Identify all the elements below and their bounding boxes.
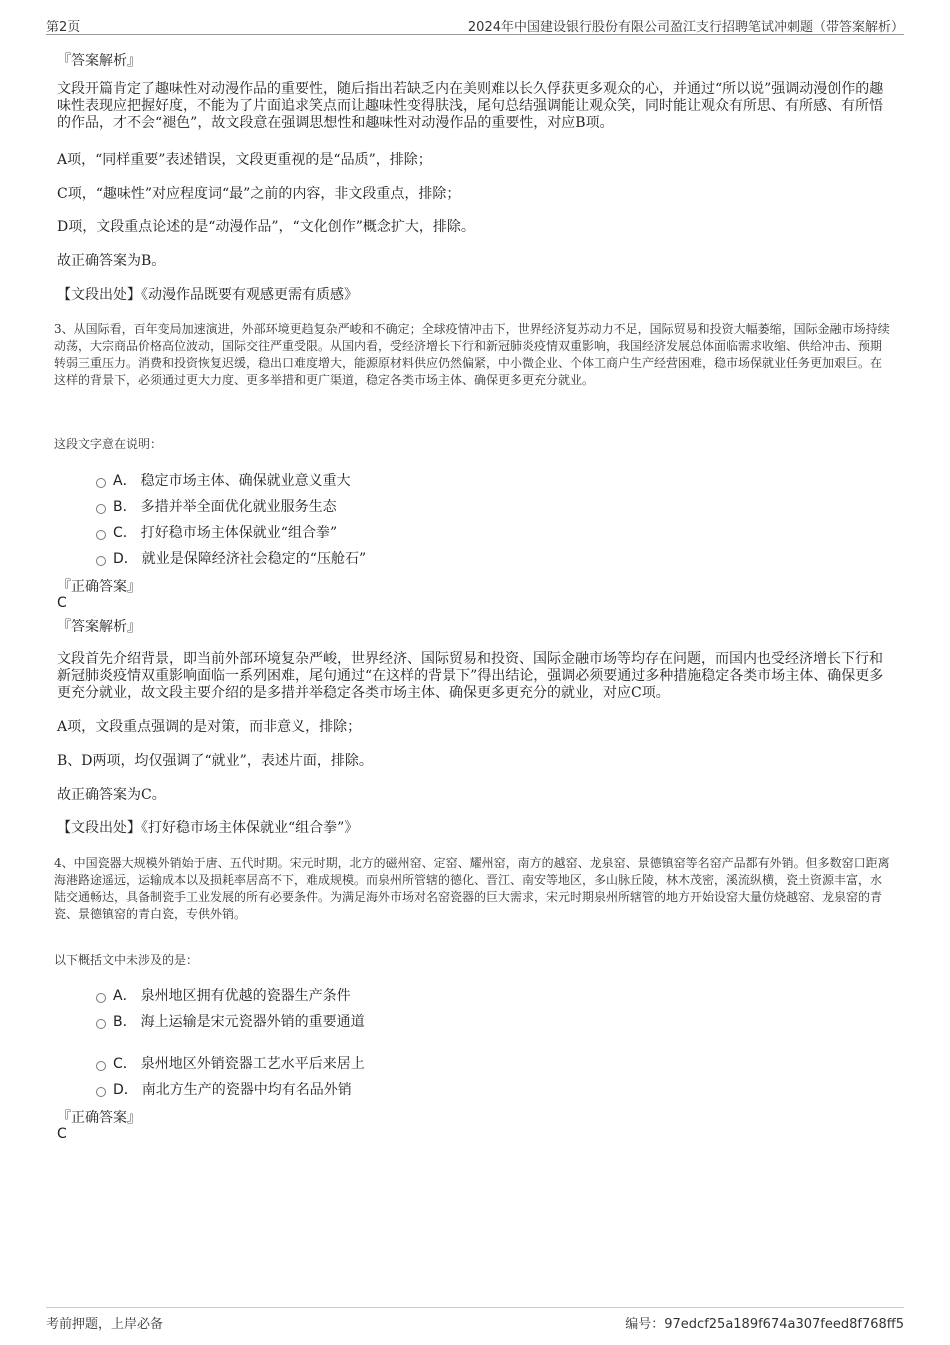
source-line: 【文段出处】《动漫作品既要有观感更需有质感》	[57, 287, 358, 303]
radio-icon[interactable]	[96, 504, 106, 514]
page-header	[46, 14, 904, 35]
answer-label: 『正确答案』	[57, 579, 141, 595]
analysis-paragraph: 文段开篇肯定了趣味性对动漫作品的重要性，随后指出若缺乏内在美则难以长久俘获更多观众的心，并通过“所以说”强调动漫创作的趣味性表现应把握好度，不能为了片面追求笑点而让趣味性变得肤浅，尾句总结强调能让观众笑，同时能让观众有所思、有所感、有所悟的作品，才不会“褪色”，故文段意在强调思想性和趣味性对动漫作品的重要性，对应B项。	[57, 81, 884, 131]
radio-icon[interactable]	[96, 1087, 106, 1097]
document-id: 编号：97edcf25a189f674a307feed8f768ff5	[625, 1317, 904, 1332]
analysis-option-a: A项，文段重点强调的是对策，而非意义，排除；	[57, 719, 362, 735]
question-3-option-c[interactable]: C． 打好稳市场主体保就业“组合拳”	[96, 522, 337, 542]
footer-slogan: 考前押题，上岸必备	[46, 1317, 164, 1332]
question-4-text: 4、中国瓷器大规模外销始于唐、五代时期。宋元时期，北方的磁州窑、定窑、耀州窑，南方的越窑、龙泉窑、景德镇窑等名窑产品都有外销。但多数窑口距离海港路途遥远，运输成本以及损耗率居高不下，难成规模。而泉州所管辖的德化、晋江、南安等地区，多山脉丘陵，林木茂密，溪流纵横，瓷土资源丰富，水陆交通畅达，具备制瓷手工业发展的所有必要条件。为满足海外市场对名窑瓷器的巨大需求，宋元时期泉州所辖管的地方开始设窑大量仿烧越窑、龙泉窑的青瓷、景德镇窑的青白瓷，专供外销。	[54, 856, 890, 921]
analysis-label: 『答案解析』	[57, 619, 141, 635]
answer-label: 『正确答案』	[57, 1110, 141, 1126]
analysis-paragraph: 文段首先介绍背景，即当前外部环境复杂严峻，世界经济、国际贸易和投资、国际金融市场等均存在问题，而国内也受经济增长下行和新冠肺炎疫情双重影响面临一系列困难，尾句通过“在这样的背景下”得出结论，强调必须要通过多种措施稳定各类市场主体、确保更多更充分就业，故文段主要介绍的是多措并举稳定各类市场主体、确保更多更充分的就业，对应C项。	[57, 651, 884, 701]
source-line: 【文段出处】《打好稳市场主体保就业“组合拳”》	[57, 820, 359, 836]
question-3-stem: 这段文字意在说明：	[54, 437, 163, 451]
conclusion: 故正确答案为C。	[57, 787, 166, 803]
answer-value: C	[57, 595, 67, 611]
question-3-text: 3、从国际看，百年变局加速演进，外部环境更趋复杂严峻和不确定；全球疫情冲击下，世界经济复苏动力不足，国际贸易和投资大幅萎缩，国际金融市场持续动荡，大宗商品价格高位波动，国际交往严重受限。从国内看，受经济增长下行和新冠肺炎疫情双重影响，我国经济发展总体面临需求收缩、供给冲击、预期转弱三重压力。消费和投资恢复迟缓，稳出口难度增大，能源原材料供应仍然偏紧，中小微企业、个体工商户生产经营困难，稳市场保就业任务更加艰巨。在这样的背景下，必须通过更大力度、更多举措和更广渠道，稳定各类市场主体、确保更多更充分就业。	[54, 322, 890, 387]
radio-icon[interactable]	[96, 993, 106, 1003]
conclusion: 故正确答案为B。	[57, 253, 166, 269]
question-4-option-d[interactable]: D． 南北方生产的瓷器中均有名品外销	[96, 1079, 352, 1099]
answer-value: C	[57, 1126, 67, 1142]
radio-icon[interactable]	[96, 530, 106, 540]
question-3-option-a[interactable]: A． 稳定市场主体、确保就业意义重大	[96, 470, 351, 490]
question-4-option-b[interactable]: B． 海上运输是宋元瓷器外销的重要通道	[96, 1011, 365, 1031]
question-4-option-a[interactable]: A． 泉州地区拥有优越的瓷器生产条件	[96, 985, 351, 1005]
question-4-option-c[interactable]: C． 泉州地区外销瓷器工艺水平后来居上	[96, 1053, 365, 1073]
document-title: 2024年中国建设银行股份有限公司盈江支行招聘笔试冲刺题（带答案解析）	[467, 20, 904, 35]
radio-icon[interactable]	[96, 1061, 106, 1071]
question-3-option-d[interactable]: D． 就业是保障经济社会稳定的“压舱石”	[96, 548, 366, 568]
page-footer	[46, 1307, 904, 1332]
analysis-option-bd: B、D两项，均仅强调了“就业”，表述片面，排除。	[57, 753, 373, 769]
analysis-option-a: A项，“同样重要”表述错误，文段更重视的是“品质”，排除；	[57, 152, 432, 168]
analysis-option-c: C项，“趣味性”对应程度词“最”之前的内容，非文段重点，排除；	[57, 186, 461, 202]
page-number: 第2页	[46, 20, 81, 35]
analysis-label: 『答案解析』	[57, 53, 141, 69]
radio-icon[interactable]	[96, 478, 106, 488]
radio-icon[interactable]	[96, 1019, 106, 1029]
question-4-stem: 以下概括文中未涉及的是：	[54, 953, 199, 967]
radio-icon[interactable]	[96, 556, 106, 566]
question-3-option-b[interactable]: B． 多措并举全面优化就业服务生态	[96, 496, 337, 516]
analysis-option-d: D项，文段重点论述的是“动漫作品”，“文化创作”概念扩大，排除。	[57, 219, 475, 235]
